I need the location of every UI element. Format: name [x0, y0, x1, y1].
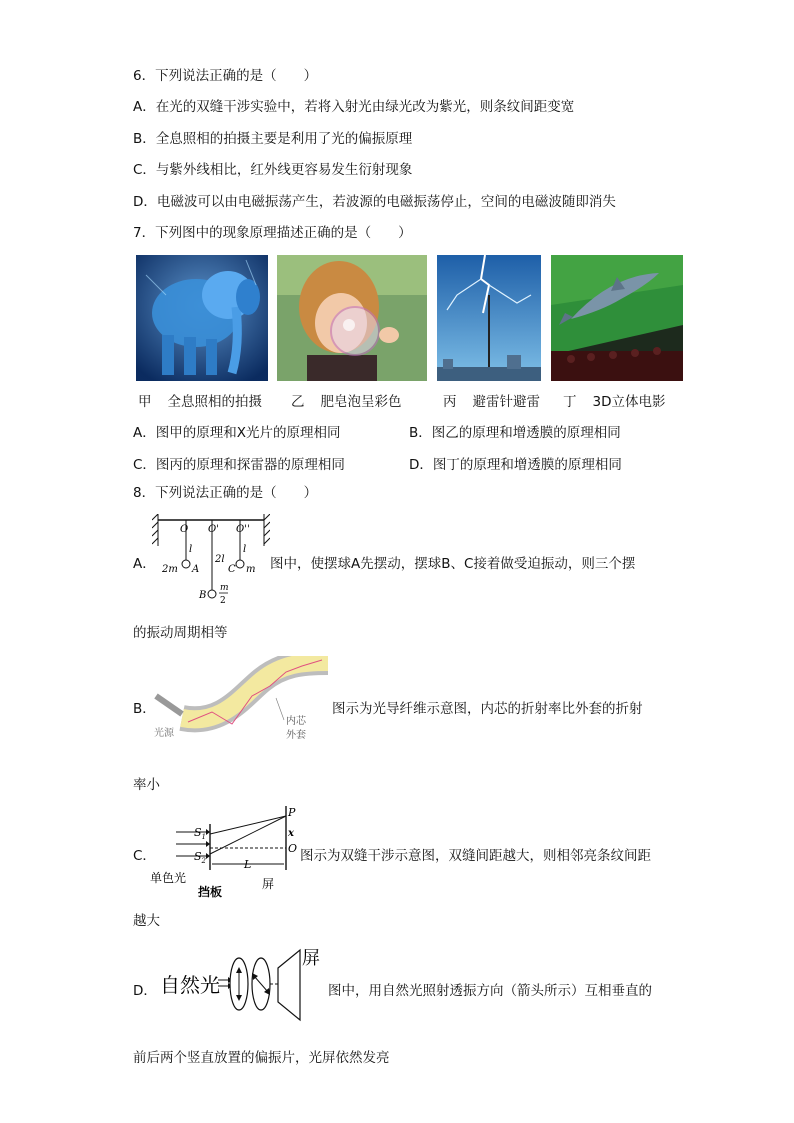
photo-soap-bubble — [277, 255, 427, 381]
label-s2: $S_2$ — [194, 850, 207, 865]
caption-ding — [563, 390, 665, 410]
label-baffle: 挡板 — [198, 885, 223, 898]
caption-yi — [291, 390, 402, 410]
caption-label: 甲 — [138, 394, 152, 410]
label-o2: O'' — [236, 524, 250, 535]
caption-text: 避雷针避雷 — [472, 394, 540, 410]
photo-hologram-elephant — [136, 255, 268, 381]
q8-option-c-text1: 图示为双缝干涉示意图，双缝间距越大，则相邻亮条纹间距 — [300, 848, 651, 864]
q7-option-a: A．图甲的原理和X光片的原理相同 — [133, 425, 341, 441]
q7-option-d: D．图丁的原理和增透膜的原理相同 — [409, 457, 622, 473]
label-x: x — [288, 828, 294, 839]
q6-option-d: D．电磁波可以由电磁振荡产生，若波源的电磁振荡停止，空间的电磁波随即消失 — [133, 194, 616, 210]
label-screen: 屏 — [262, 877, 275, 891]
label-p: P — [288, 806, 296, 819]
label-s1: $S_1$ — [194, 826, 207, 841]
label-o: O — [288, 842, 298, 855]
label-l-c: l — [243, 544, 247, 555]
caption-bing — [443, 390, 540, 410]
q8-option-b-text2: 率小 — [133, 777, 160, 793]
q8-option-a-text1: 图中，使摆球A先摆动，摆球B、C接着做受迫振动，则三个摆 — [270, 556, 636, 572]
caption-text: 3D立体电影 — [592, 394, 666, 410]
label-mh-num: m — [220, 583, 229, 593]
label-l-a: l — [189, 544, 193, 555]
polarizer-figure — [160, 942, 328, 1028]
label-light: 单色光 — [150, 871, 187, 885]
q6-stem: 6．下列说法正确的是（ ） — [133, 68, 318, 84]
label-b: B — [199, 590, 207, 601]
photo-3d-movie — [551, 255, 683, 381]
q7-option-b: B．图乙的原理和增透膜的原理相同 — [409, 425, 621, 441]
label-o: O — [180, 524, 189, 535]
label-o1: O' — [208, 524, 219, 535]
q6-option-a: A．在光的双缝干涉实验中，若将入射光由绿光改为紫光，则条纹间距变宽 — [133, 99, 575, 115]
caption-label: 丙 — [443, 394, 457, 410]
label-screen: 屏 — [302, 948, 320, 969]
q8-option-d-text1: 图中，用自然光照射透振方向（箭头所示）互相垂直的 — [328, 983, 652, 999]
q8-stem: 8．下列说法正确的是（ ） — [133, 485, 318, 501]
q6-option-b: B．全息照相的拍摄主要是利用了光的偏振原理 — [133, 131, 413, 147]
label-natural-light: 自然光 — [160, 973, 220, 997]
q8-option-c-prefix: C． — [133, 848, 156, 864]
label-source: 光源 — [154, 728, 174, 739]
double-slit-figure — [148, 804, 300, 898]
label-2m: 2m — [162, 564, 178, 575]
label-2l: 2l — [215, 554, 225, 565]
q6-option-c: C．与紫外线相比，红外线更容易发生衍射现象 — [133, 162, 413, 178]
q8-option-d-prefix: D． — [133, 983, 157, 999]
q8-option-c-text2: 越大 — [133, 913, 160, 929]
q8-option-a-text2: 的振动周期相等 — [133, 625, 228, 641]
label-mh-den: 2 — [220, 596, 226, 606]
label-c: C — [228, 564, 236, 575]
q8-option-d-text2: 前后两个竖直放置的偏振片，光屏依然发亮 — [133, 1050, 390, 1066]
caption-text: 全息照相的拍摄 — [167, 394, 262, 410]
caption-jia — [138, 390, 262, 410]
q7-stem: 7．下列图中的现象原理描述正确的是（ ） — [133, 225, 412, 241]
photo-lightning-rod — [437, 255, 541, 381]
caption-label: 乙 — [291, 394, 305, 410]
label-core: 内芯 — [286, 716, 306, 727]
label-m: m — [246, 564, 256, 575]
pendulum-figure — [152, 514, 270, 606]
q8-option-b-text1: 图示为光导纤维示意图，内芯的折射率比外套的折射 — [332, 701, 643, 717]
q8-option-b-prefix: B． — [133, 701, 156, 717]
label-a: A — [192, 564, 200, 575]
caption-text: 肥皂泡呈彩色 — [320, 394, 402, 410]
optical-fiber-figure — [152, 656, 332, 744]
q7-option-c: C．图丙的原理和探雷器的原理相同 — [133, 457, 345, 473]
caption-label: 丁 — [563, 394, 577, 410]
label-l: L — [244, 858, 252, 871]
label-cladding: 外套 — [286, 730, 306, 741]
q8-option-a-prefix: A． — [133, 556, 156, 572]
